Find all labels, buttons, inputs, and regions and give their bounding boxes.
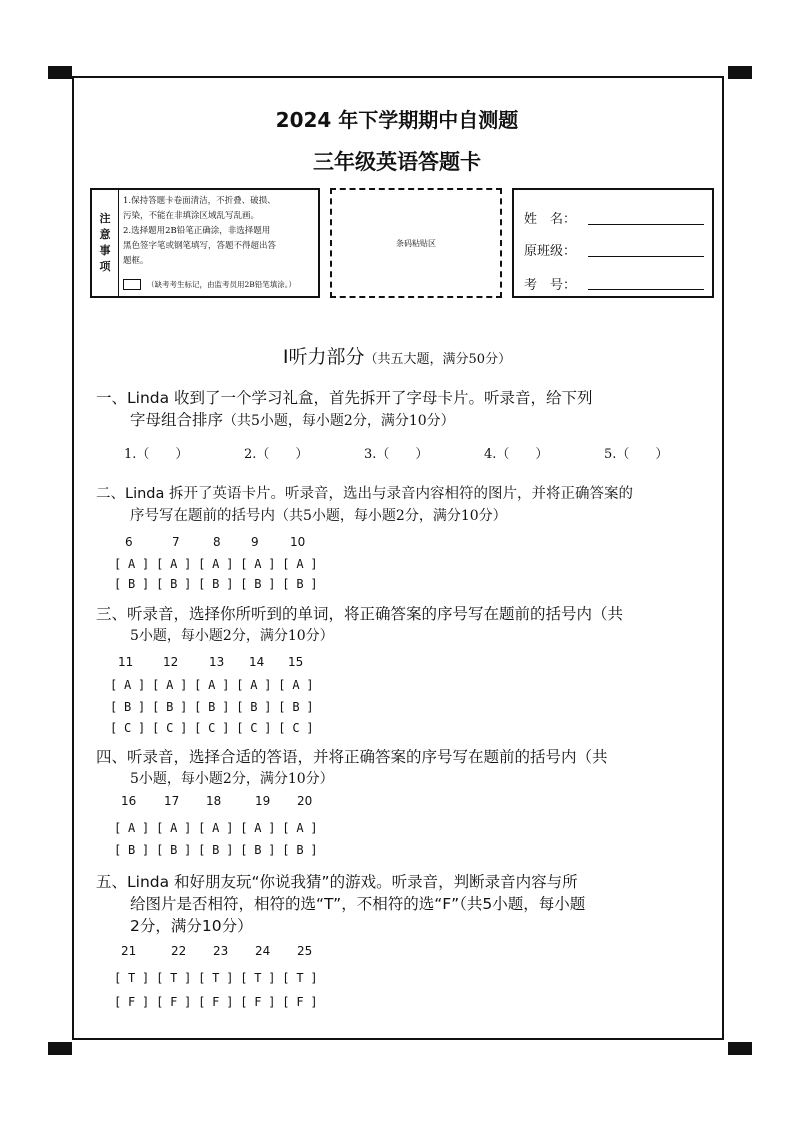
notice-label-char: 事 [99, 244, 111, 257]
exam-subtitle: 三年级英语答题卡 [313, 150, 481, 174]
notice-line: 题框。 [123, 256, 149, 266]
bubble-row[interactable]: [T][T][T][T][T] [114, 971, 325, 985]
question-note: （共5小题，每小题2分，满分10分） [275, 508, 507, 524]
item-number: 25 [297, 944, 313, 958]
notice-label-char: 意 [99, 228, 111, 241]
answer-blank[interactable]: 4.（ ） [484, 447, 549, 462]
question-text: 5小题，每小题2分，满分10分） [130, 771, 334, 787]
exam-number-field[interactable] [588, 289, 704, 290]
notice-label [92, 190, 119, 296]
question-text: 2分，满分10分） [130, 917, 253, 935]
absent-mark-row [123, 277, 296, 292]
exam-number-label: 考 号： [524, 278, 577, 293]
item-number: 10 [290, 535, 306, 549]
question-text: 5小题，每小题2分，满分10分） [130, 628, 334, 644]
exam-title: 2024 年下学期期中自测题 [275, 108, 519, 132]
item-number: 6 [125, 535, 133, 549]
notice-label-char: 项 [99, 260, 111, 273]
class-label: 原班级： [524, 244, 577, 259]
bubble-row[interactable]: [A][A][A][A][A] [114, 821, 325, 835]
item-number: 15 [288, 655, 304, 669]
section-note: （共五大题，满分50分） [364, 352, 512, 367]
section-heading [0, 342, 794, 369]
absent-checkbox[interactable] [123, 279, 141, 290]
item-number: 19 [255, 794, 271, 808]
bubble-row[interactable]: [B][B][B][B][B] [114, 843, 325, 857]
notice-line: 2.选择题用2B铅笔正确涂，非选择题用 [123, 226, 271, 236]
item-number: 11 [118, 655, 134, 669]
item-number: 12 [163, 655, 179, 669]
question-text: 四、听录音，选择合适的答语，并将正确答案的序号写在题前的括号内（共 [96, 748, 608, 766]
item-number: 24 [255, 944, 271, 958]
corner-mark-top-left [48, 66, 72, 79]
bubble-row[interactable]: [C][C][C][C][C] [110, 721, 321, 735]
item-number: 21 [121, 944, 137, 958]
student-info-box [512, 188, 714, 298]
answer-blank[interactable]: 1.（ ） [124, 447, 189, 462]
question-text: 字母组合排序 [130, 411, 224, 429]
answer-blank[interactable]: 5.（ ） [604, 447, 669, 462]
item-number: 18 [206, 794, 222, 808]
question-2 [96, 483, 704, 527]
question-text: 三、听录音，选择你所听到的单词，将正确答案的序号写在题前的括号内（共 [96, 605, 624, 623]
item-number: 22 [171, 944, 187, 958]
question-4 [96, 746, 704, 790]
item-number: 7 [172, 535, 180, 549]
section-title: Ⅰ听力部分 [282, 346, 365, 368]
bubble-row[interactable]: [A][A][A][A][A] [114, 557, 325, 571]
question-5 [96, 871, 704, 937]
answer-blank[interactable]: 3.（ ） [364, 447, 429, 462]
notice-box [90, 188, 320, 298]
bubble-row[interactable]: [F][F][F][F][F] [114, 995, 325, 1009]
notice-label-char: 注 [99, 212, 111, 225]
notice-line: 黑色签字笔或钢笔填写，答题不得超出答 [123, 241, 277, 251]
item-number: 8 [213, 535, 221, 549]
item-number: 13 [209, 655, 225, 669]
answer-blank[interactable]: 2.（ ） [244, 447, 309, 462]
item-number: 20 [297, 794, 313, 808]
corner-mark-bottom-left [48, 1042, 72, 1055]
item-number: 14 [249, 655, 265, 669]
question-note: （共5小题，每小题2分，满分10分） [223, 413, 455, 429]
corner-mark-bottom-right [728, 1042, 752, 1055]
item-number: 9 [251, 535, 259, 549]
question-text: 五、Linda 和好朋友玩“你说我猜”的游戏。听录音，判断录音内容与所 [96, 873, 578, 891]
notice-line: 污染，不能在非填涂区域乱写乱画。 [123, 211, 260, 221]
notice-line: 1.保持答题卡卷面清洁，不折叠、破损、 [123, 196, 276, 206]
question-1 [96, 387, 704, 432]
class-field[interactable] [588, 256, 704, 257]
item-number: 17 [164, 794, 180, 808]
item-number: 23 [213, 944, 229, 958]
bubble-row[interactable]: [B][B][B][B][B] [114, 577, 325, 591]
question-text: 二、Linda 拆开了英语卡片。听录音，选出与录音内容相符的图片，并将正确答案的 [96, 486, 633, 502]
item-number: 16 [121, 794, 137, 808]
absent-label: （缺考考生标记，由监考员用2B铅笔填涂。） [147, 280, 297, 289]
name-field[interactable] [588, 224, 704, 225]
barcode-area [330, 188, 502, 298]
question-text: 序号写在题前的括号内 [130, 508, 275, 524]
question-text: 给图片是否相符，相符的选“T”，不相符的选“F”（共5小题，每小题 [130, 895, 586, 913]
bubble-row[interactable]: [B][B][B][B][B] [110, 700, 321, 714]
name-label: 姓 名： [524, 212, 577, 227]
barcode-label: 条码粘贴区 [396, 238, 436, 248]
question-3 [96, 603, 704, 647]
bubble-row[interactable]: [A][A][A][A][A] [110, 678, 321, 692]
corner-mark-top-right [728, 66, 752, 79]
question-text: 一、Linda 收到了一个学习礼盒，首先拆开了字母卡片。听录音，给下列 [96, 389, 593, 407]
notice-text [119, 190, 318, 296]
